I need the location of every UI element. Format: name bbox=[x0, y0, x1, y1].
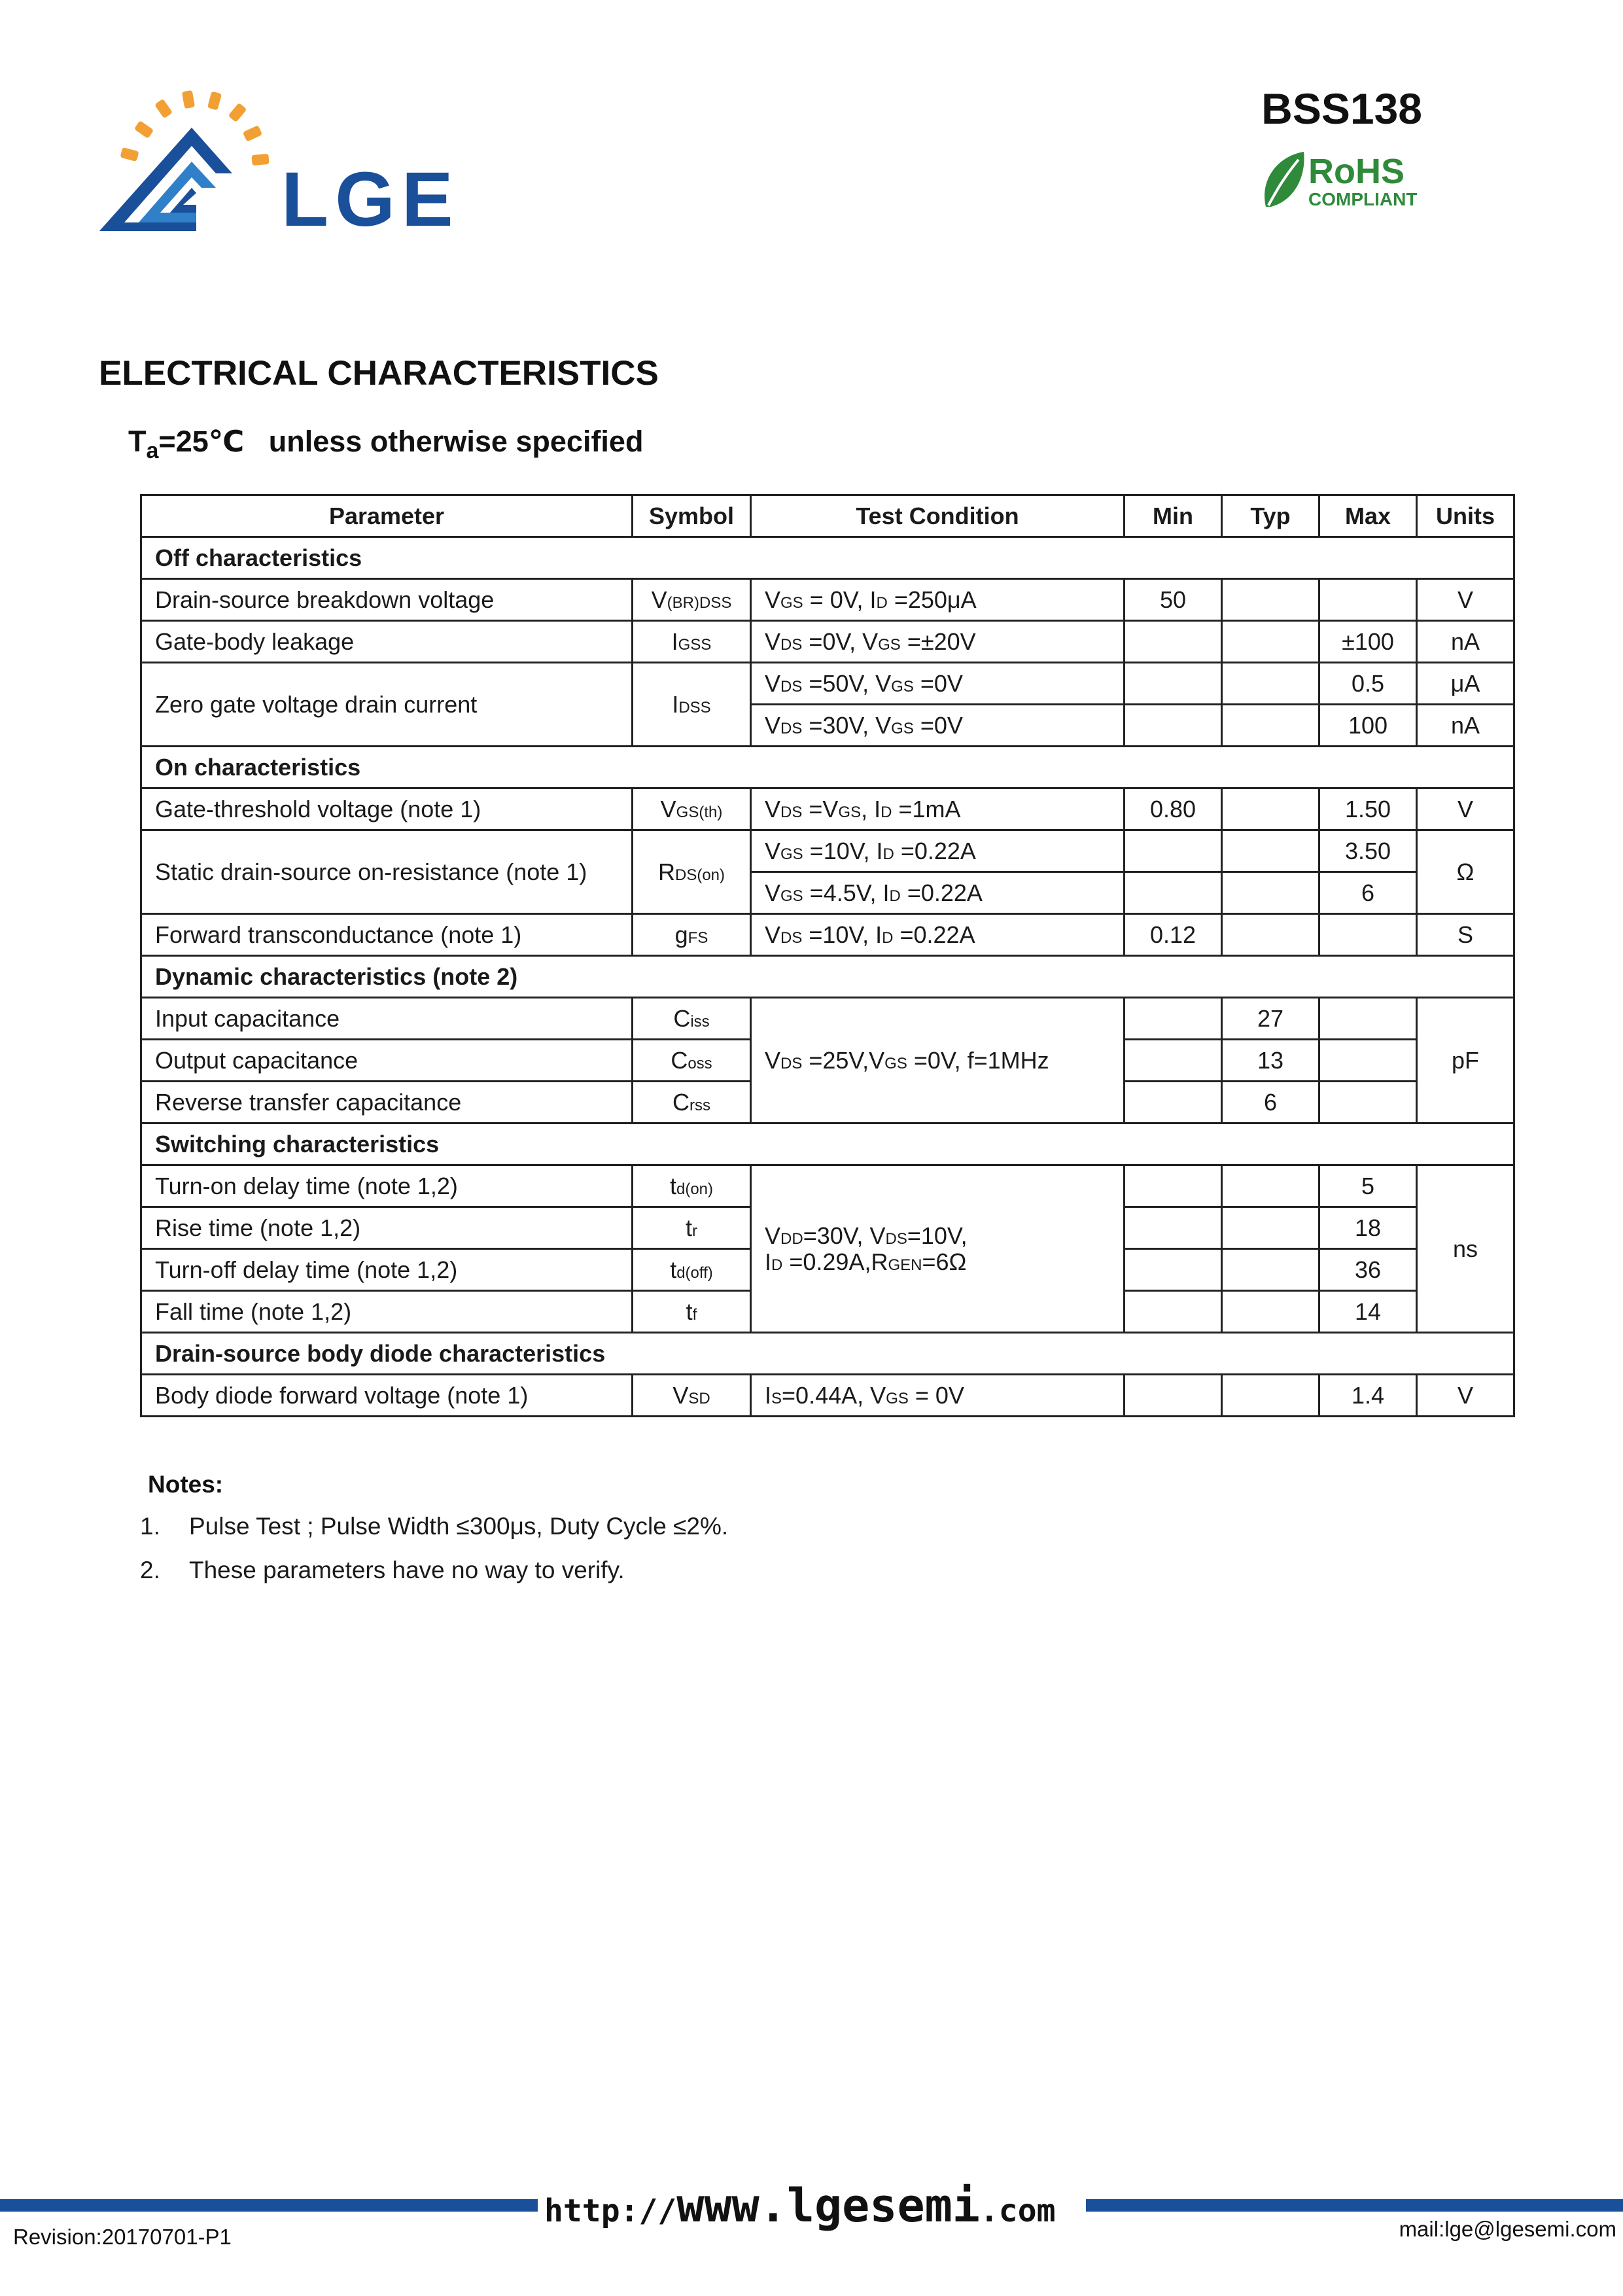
param-cell: Zero gate voltage drain current bbox=[141, 663, 633, 747]
section-row bbox=[141, 1123, 1514, 1165]
table-row bbox=[141, 663, 1514, 705]
section-row bbox=[141, 1333, 1514, 1375]
table-row bbox=[141, 788, 1514, 830]
condition-cell: VGS = 0V, ID =250μA bbox=[751, 579, 1125, 621]
min-cell: 0.12 bbox=[1125, 914, 1222, 956]
table-header-row bbox=[141, 495, 1514, 537]
sun-rays-icon bbox=[120, 90, 269, 166]
max-cell bbox=[1319, 579, 1417, 621]
max-cell: 1.4 bbox=[1319, 1375, 1417, 1417]
param-cell: Reverse transfer capacitance bbox=[141, 1082, 633, 1123]
footer-website-link[interactable]: http://www.lgesemi.com bbox=[544, 2179, 1056, 2233]
condition-cell: VDD=30V, VDS=10V, ID =0.29A,RGEN=6Ω bbox=[751, 1165, 1125, 1333]
revision-label: Revision:20170701-P1 bbox=[13, 2225, 232, 2249]
condition-cell: VGS =10V, ID =0.22A bbox=[751, 830, 1125, 872]
header-typ: Typ bbox=[1222, 495, 1319, 537]
min-cell bbox=[1125, 1375, 1222, 1417]
min-cell bbox=[1125, 1249, 1222, 1291]
header-parameter: Parameter bbox=[141, 495, 633, 537]
table-row bbox=[141, 1375, 1514, 1417]
typ-cell bbox=[1222, 579, 1319, 621]
symbol-cell: td(off) bbox=[633, 1249, 751, 1291]
typ-cell bbox=[1222, 663, 1319, 705]
section-row bbox=[141, 956, 1514, 998]
min-cell bbox=[1125, 1291, 1222, 1333]
unit-cell: nA bbox=[1417, 705, 1514, 747]
unit-cell: pF bbox=[1417, 998, 1514, 1123]
footer-bar-left bbox=[0, 2199, 538, 2212]
max-cell bbox=[1319, 1082, 1417, 1123]
footer-email-link[interactable]: mail:lge@lgesemi.com bbox=[1399, 2217, 1616, 2241]
unit-cell: V bbox=[1417, 579, 1514, 621]
svg-text:RoHS: RoHS bbox=[1308, 152, 1405, 191]
condition-cell: VDS =50V, VGS =0V bbox=[751, 663, 1125, 705]
param-cell: Turn-off delay time (note 1,2) bbox=[141, 1249, 633, 1291]
max-cell: ±100 bbox=[1319, 621, 1417, 663]
min-cell bbox=[1125, 1040, 1222, 1082]
max-cell: 0.5 bbox=[1319, 663, 1417, 705]
svg-text:COMPLIANT: COMPLIANT bbox=[1308, 189, 1418, 209]
param-cell: Fall time (note 1,2) bbox=[141, 1291, 633, 1333]
condition-cell: IS=0.44A, VGS = 0V bbox=[751, 1375, 1125, 1417]
unit-cell: V bbox=[1417, 788, 1514, 830]
leaf-icon bbox=[1265, 152, 1304, 207]
table-row bbox=[141, 998, 1514, 1040]
typ-cell bbox=[1222, 1375, 1319, 1417]
notes-title: Notes: bbox=[148, 1471, 224, 1498]
condition-cell: VDS =10V, ID =0.22A bbox=[751, 914, 1125, 956]
min-cell bbox=[1125, 1207, 1222, 1249]
symbol-cell: tf bbox=[633, 1291, 751, 1333]
max-cell: 6 bbox=[1319, 872, 1417, 914]
section-on: On characteristics bbox=[141, 747, 1514, 788]
typ-cell bbox=[1222, 705, 1319, 747]
header-max: Max bbox=[1319, 495, 1417, 537]
max-cell bbox=[1319, 1040, 1417, 1082]
svg-text:LGE: LGE bbox=[281, 156, 460, 239]
symbol-cell: tr bbox=[633, 1207, 751, 1249]
header-symbol: Symbol bbox=[633, 495, 751, 537]
section-row bbox=[141, 747, 1514, 788]
condition-cell: VDS =25V,VGS =0V, f=1MHz bbox=[751, 998, 1125, 1123]
typ-cell bbox=[1222, 1291, 1319, 1333]
min-cell bbox=[1125, 830, 1222, 872]
symbol-cell: VGS(th) bbox=[633, 788, 751, 830]
param-cell: Static drain-source on-resistance (note 1) bbox=[141, 830, 633, 914]
max-cell bbox=[1319, 998, 1417, 1040]
max-cell: 36 bbox=[1319, 1249, 1417, 1291]
symbol-cell: RDS(on) bbox=[633, 830, 751, 914]
typ-cell bbox=[1222, 1249, 1319, 1291]
symbol-cell: Ciss bbox=[633, 998, 751, 1040]
typ-cell: 27 bbox=[1222, 998, 1319, 1040]
table-row bbox=[141, 579, 1514, 621]
max-cell: 1.50 bbox=[1319, 788, 1417, 830]
max-cell: 100 bbox=[1319, 705, 1417, 747]
typ-cell bbox=[1222, 621, 1319, 663]
section-switching: Switching characteristics bbox=[141, 1123, 1514, 1165]
symbol-cell: V(BR)DSS bbox=[633, 579, 751, 621]
symbol-cell: IGSS bbox=[633, 621, 751, 663]
symbol-cell: gFS bbox=[633, 914, 751, 956]
typ-cell: 13 bbox=[1222, 1040, 1319, 1082]
min-cell bbox=[1125, 872, 1222, 914]
table-row bbox=[141, 1165, 1514, 1207]
table-row bbox=[141, 621, 1514, 663]
page-title: ELECTRICAL CHARACTERISTICS bbox=[99, 354, 659, 393]
param-cell: Input capacitance bbox=[141, 998, 633, 1040]
param-cell: Gate-threshold voltage (note 1) bbox=[141, 788, 633, 830]
symbol-cell: Coss bbox=[633, 1040, 751, 1082]
condition-cell: VGS =4.5V, ID =0.22A bbox=[751, 872, 1125, 914]
symbol-cell: VSD bbox=[633, 1375, 751, 1417]
unit-cell: ns bbox=[1417, 1165, 1514, 1333]
param-cell: Gate-body leakage bbox=[141, 621, 633, 663]
param-cell: Drain-source breakdown voltage bbox=[141, 579, 633, 621]
unit-cell: S bbox=[1417, 914, 1514, 956]
condition-cell: VDS =VGS, ID =1mA bbox=[751, 788, 1125, 830]
typ-cell bbox=[1222, 872, 1319, 914]
min-cell bbox=[1125, 1082, 1222, 1123]
max-cell: 14 bbox=[1319, 1291, 1417, 1333]
condition-cell: VDS =0V, VGS =±20V bbox=[751, 621, 1125, 663]
max-cell: 5 bbox=[1319, 1165, 1417, 1207]
unit-cell: nA bbox=[1417, 621, 1514, 663]
electrical-characteristics-table-wrap bbox=[140, 494, 1515, 1417]
symbol-cell: Crss bbox=[633, 1082, 751, 1123]
min-cell bbox=[1125, 663, 1222, 705]
test-condition-note: $T_a=25℃$ unless otherwise specified bbox=[128, 425, 644, 463]
unit-cell: V bbox=[1417, 1375, 1514, 1417]
footer-bar-right bbox=[1086, 2199, 1623, 2212]
typ-cell bbox=[1222, 914, 1319, 956]
min-cell bbox=[1125, 705, 1222, 747]
param-cell: Turn-on delay time (note 1,2) bbox=[141, 1165, 633, 1207]
param-cell: Rise time (note 1,2) bbox=[141, 1207, 633, 1249]
rohs-badge bbox=[1259, 149, 1426, 215]
header-min: Min bbox=[1125, 495, 1222, 537]
table-row bbox=[141, 914, 1514, 956]
part-number: BSS138 bbox=[1261, 84, 1422, 133]
typ-cell bbox=[1222, 830, 1319, 872]
condition-cell: VDS =30V, VGS =0V bbox=[751, 705, 1125, 747]
lge-logo bbox=[98, 88, 491, 239]
max-cell: 3.50 bbox=[1319, 830, 1417, 872]
typ-cell bbox=[1222, 1165, 1319, 1207]
typ-cell: 6 bbox=[1222, 1082, 1319, 1123]
electrical-characteristics-table bbox=[140, 494, 1515, 1417]
section-diode: Drain-source body diode characteristics bbox=[141, 1333, 1514, 1375]
unit-cell: Ω bbox=[1417, 830, 1514, 914]
min-cell bbox=[1125, 1165, 1222, 1207]
section-row bbox=[141, 537, 1514, 579]
header-units: Units bbox=[1417, 495, 1514, 537]
note-item: 2. These parameters have no way to verify. bbox=[140, 1557, 625, 1583]
header-test-condition: Test Condition bbox=[751, 495, 1125, 537]
min-cell: 0.80 bbox=[1125, 788, 1222, 830]
param-cell: Body diode forward voltage (note 1) bbox=[141, 1375, 633, 1417]
section-dynamic: Dynamic characteristics (note 2) bbox=[141, 956, 1514, 998]
symbol-cell: td(on) bbox=[633, 1165, 751, 1207]
table-row bbox=[141, 830, 1514, 872]
typ-cell bbox=[1222, 788, 1319, 830]
param-cell: Output capacitance bbox=[141, 1040, 633, 1082]
typ-cell bbox=[1222, 1207, 1319, 1249]
section-off: Off characteristics bbox=[141, 537, 1514, 579]
param-cell: Forward transconductance (note 1) bbox=[141, 914, 633, 956]
min-cell bbox=[1125, 621, 1222, 663]
symbol-cell: IDSS bbox=[633, 663, 751, 747]
min-cell: 50 bbox=[1125, 579, 1222, 621]
note-item: 1. Pulse Test ; Pulse Width ≤300μs, Duty Cycle ≤2%. bbox=[140, 1513, 729, 1540]
min-cell bbox=[1125, 998, 1222, 1040]
max-cell bbox=[1319, 914, 1417, 956]
unit-cell: μA bbox=[1417, 663, 1514, 705]
max-cell: 18 bbox=[1319, 1207, 1417, 1249]
